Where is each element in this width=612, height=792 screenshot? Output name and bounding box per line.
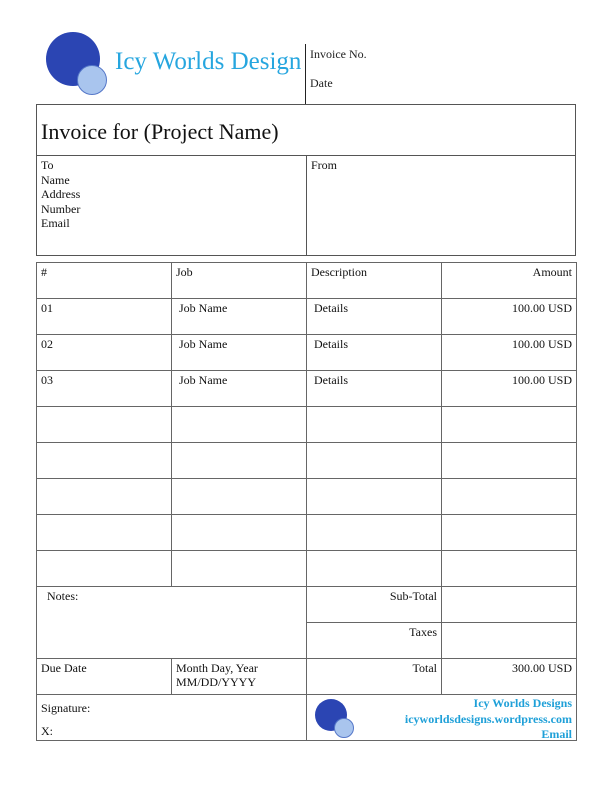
empty-cell: [171, 514, 307, 551]
empty-cell: [441, 514, 577, 551]
summary-section: [36, 586, 577, 696]
signature-box: [36, 694, 307, 741]
due-date-label: Due Date: [36, 658, 172, 695]
invoice-no-label: Invoice No.: [310, 47, 367, 61]
empty-cell: [171, 406, 307, 443]
due-date-text: Month Day, Year: [176, 661, 258, 675]
empty-cell: [36, 514, 172, 551]
footer-site-link[interactable]: icyworldsdesigns.wordpress.com: [404, 711, 572, 726]
signature-x: X:: [41, 724, 53, 738]
row-2-description: Details: [306, 334, 442, 371]
empty-cell: [306, 550, 442, 587]
header-description: Description: [306, 262, 442, 299]
footer-info-box: [306, 694, 577, 741]
empty-cell: [306, 514, 442, 551]
row-3-job: Job Name: [171, 370, 307, 407]
taxes-value: [441, 622, 577, 659]
invoice-title: Invoice for (Project Name): [36, 104, 576, 156]
footer-email-link[interactable]: Email: [541, 727, 572, 741]
header-num: #: [36, 262, 172, 299]
signature-label: Signature:: [41, 701, 91, 715]
to-number: Number: [41, 201, 81, 216]
row-2-num: 02: [36, 334, 172, 371]
from-label: From: [311, 158, 338, 172]
to-name: Name: [41, 172, 70, 187]
brand-name: Icy Worlds Design: [115, 48, 302, 75]
empty-cell: [441, 406, 577, 443]
date-label: Date: [310, 76, 333, 90]
row-1-amount: 100.00 USD: [441, 298, 577, 335]
to-email: Email: [41, 216, 70, 230]
empty-cell: [171, 442, 307, 479]
empty-cell: [171, 550, 307, 587]
empty-cell: [36, 442, 172, 479]
due-date-format: MM/DD/YYYY: [176, 675, 257, 689]
row-3-num: 03: [36, 370, 172, 407]
row-3-amount: 100.00 USD: [441, 370, 577, 407]
empty-cell: [306, 442, 442, 479]
subtotal-label: Sub-Total: [306, 586, 442, 623]
footer-section: [36, 694, 577, 741]
empty-cell: [441, 442, 577, 479]
from-block: [306, 155, 576, 256]
row-1-description: Details: [306, 298, 442, 335]
notes-box: [36, 586, 307, 659]
empty-cell: [441, 478, 577, 515]
empty-cell: [306, 406, 442, 443]
header-job: Job: [171, 262, 307, 299]
notes-label: Notes:: [47, 589, 79, 603]
row-1-num: 01: [36, 298, 172, 335]
total-value: 300.00 USD: [441, 658, 577, 695]
footer-logo-circle-small: [334, 718, 354, 738]
empty-cell: [36, 550, 172, 587]
to-block: [36, 155, 307, 256]
header-amount: Amount: [441, 262, 577, 299]
to-label: To: [41, 158, 54, 172]
empty-cell: [171, 478, 307, 515]
total-label: Total: [306, 658, 442, 695]
row-2-amount: 100.00 USD: [441, 334, 577, 371]
header-divider: [305, 44, 306, 104]
items-table: [36, 262, 577, 587]
footer-contact: [405, 696, 572, 741]
footer-company: Icy Worlds Designs: [473, 696, 572, 710]
taxes-label: Taxes: [306, 622, 442, 659]
empty-cell: [441, 550, 577, 587]
empty-cell: [36, 406, 172, 443]
empty-cell: [306, 478, 442, 515]
row-2-job: Job Name: [171, 334, 307, 371]
row-3-description: Details: [306, 370, 442, 407]
due-date-value: [171, 658, 307, 695]
subtotal-value: [441, 586, 577, 623]
empty-cell: [36, 478, 172, 515]
to-address: Address: [41, 187, 81, 201]
logo-circle-small: [77, 65, 107, 95]
row-1-job: Job Name: [171, 298, 307, 335]
